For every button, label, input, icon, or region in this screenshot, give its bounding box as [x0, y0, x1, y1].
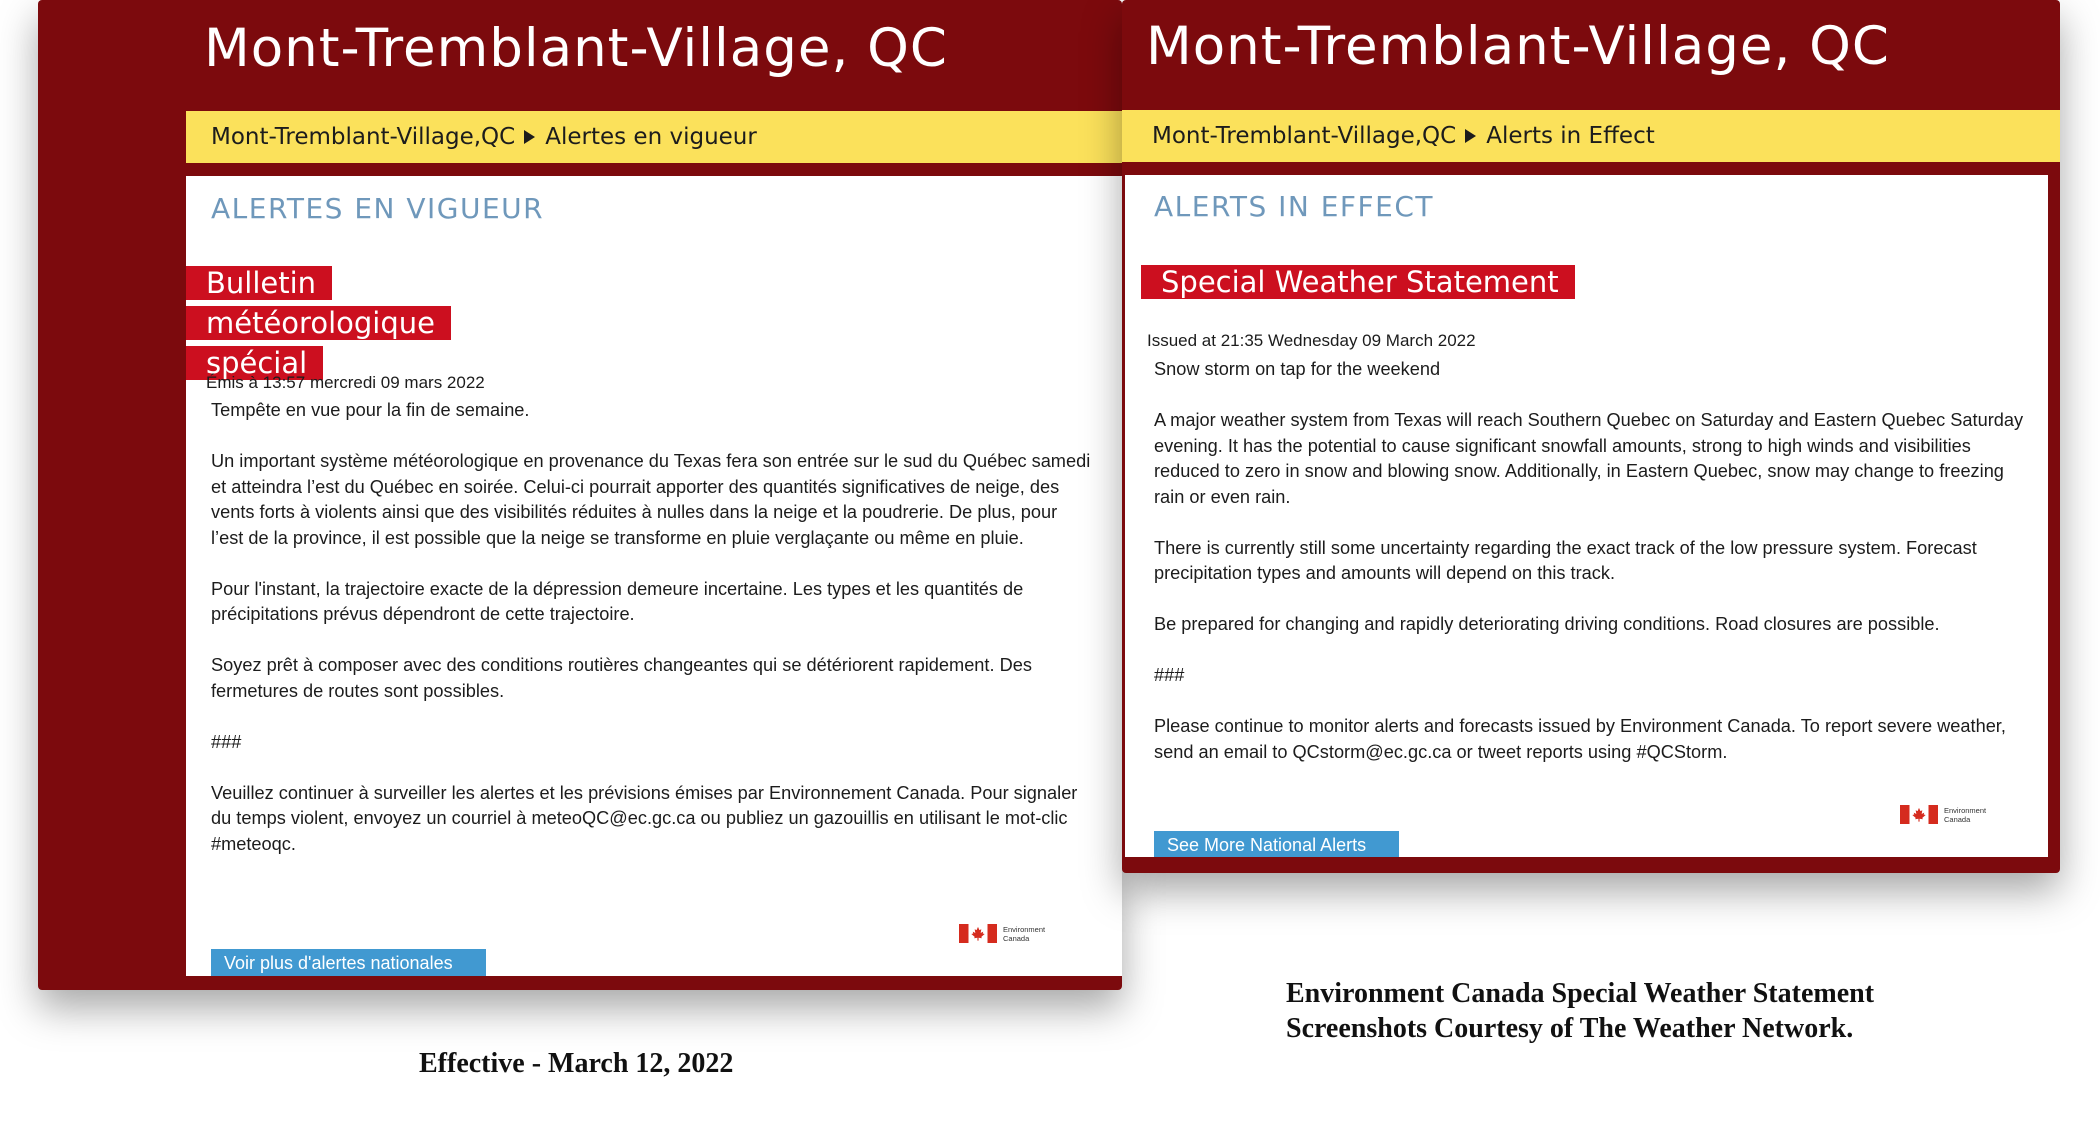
breadcrumb [1122, 110, 2060, 162]
canada-flag-icon [1900, 805, 1938, 824]
alert-title-text: Bulletin météorologique spécial [186, 266, 451, 380]
english-alert-screenshot [1122, 0, 2060, 873]
courtesy-caption-line: Screenshots Courtesy of The Weather Network. [1286, 1013, 1854, 1044]
canada-flag-icon [959, 924, 997, 943]
alert-body [211, 398, 1091, 883]
alert-title [186, 263, 546, 383]
more-national-alerts-button[interactable]: Voir plus d'alertes nationales [211, 949, 486, 976]
alert-paragraph: Veuillez continuer à surveiller les alertes et les prévisions émises par Environnement Canada. Pour signaler du temps violent, envoyez un courriel à meteoQC@ec.gc.ca ou publiez un gazouillis en utilisant le mot-clic #meteoqc. [211, 782, 1078, 854]
alert-paragraph: Snow storm on tap for the weekend [1154, 359, 1441, 379]
breadcrumb-location-link[interactable]: Mont-Tremblant-Village,QC [1152, 123, 1457, 149]
environment-canada-wordmark: Environment Canada [1003, 924, 1046, 943]
alert-card [1125, 175, 2048, 857]
breadcrumb-current: Alerts in Effect [1486, 123, 1655, 149]
triangle-right-icon [524, 130, 535, 144]
city-title: Mont-Tremblant-Village, QC [1146, 16, 1890, 77]
alert-title-text: Special Weather Statement [1141, 265, 1575, 299]
courtesy-caption [1286, 976, 1874, 1046]
breadcrumb [186, 111, 1122, 163]
alert-paragraph: Soyez prêt à composer avec des conditions routières changeantes qui se détériorent rapidement. Des fermetures de routes sont possibles. [211, 655, 1032, 701]
french-alert-screenshot [38, 0, 1122, 990]
alert-body [1154, 357, 2034, 791]
more-national-alerts-button[interactable]: See More National Alerts [1154, 831, 1399, 857]
alert-paragraph: A major weather system from Texas will reach Southern Quebec on Saturday and Eastern Quebec Saturday evening. It has the potential to cause significant snowfall amounts, strong to high winds and visibilities reduced to zero in snow and blowing snow. Additionally, in Eastern Quebec, snow may change to freezing rain or even rain. [1154, 410, 2024, 507]
alert-separator: ### [1154, 665, 1185, 685]
alert-paragraph: Please continue to monitor alerts and forecasts issued by Environment Canada. To report severe weather, send an email to QCstorm@ec.gc.ca or tweet reports using #QCStorm. [1154, 716, 2006, 762]
alert-paragraph: Un important système météorologique en provenance du Texas fera son entrée sur le sud du Québec samedi et atteindra l’est du Québec en soirée. Celui-ci pourrait apporter des quantités significatives de neige, des vents forts à violents ainsi que des visibilités réduites à nulles dans la neige et la poudrerie. De plus, pour l’est de la province, il est possible que la neige se transforme en pluie verglaçante ou même en pluie. [211, 451, 1091, 548]
effective-date-caption: Effective - March 12, 2022 [419, 1048, 734, 1079]
issued-timestamp: Émis à 13:57 mercredi 09 mars 2022 [206, 373, 485, 392]
alert-title [1141, 262, 1701, 302]
alert-paragraph: Be prepared for changing and rapidly deteriorating driving conditions. Road closures are possible. [1154, 614, 1940, 634]
triangle-right-icon [1465, 129, 1476, 143]
alert-paragraph: Pour l'instant, la trajectoire exacte de la dépression demeure incertaine. Les types et les quantités de précipitations prévus dépendront de cette trajectoire. [211, 578, 1024, 624]
environment-canada-wordmark: Environment Canada [1944, 805, 1987, 824]
breadcrumb-location-link[interactable]: Mont-Tremblant-Village,QC [211, 124, 516, 150]
alerts-heading: ALERTES EN VIGUEUR [211, 192, 545, 225]
alert-paragraph: There is currently still some uncertainty regarding the exact track of the low pressure system. Forecast precipitation types and amounts will depend on this track. [1154, 537, 1977, 583]
breadcrumb-current: Alertes en vigueur [545, 124, 757, 150]
courtesy-caption-line: Environment Canada Special Weather Statement [1286, 978, 1875, 1009]
alert-card [186, 176, 1122, 976]
environment-canada-logo [959, 924, 1045, 943]
issued-timestamp: Issued at 21:35 Wednesday 09 March 2022 [1147, 331, 1476, 350]
alerts-heading: ALERTS IN EFFECT [1154, 190, 1434, 223]
alert-separator: ### [211, 731, 242, 752]
alert-paragraph: Tempête en vue pour la fin de semaine. [211, 400, 530, 420]
environment-canada-logo [1900, 805, 1986, 824]
city-title: Mont-Tremblant-Village, QC [204, 18, 948, 79]
